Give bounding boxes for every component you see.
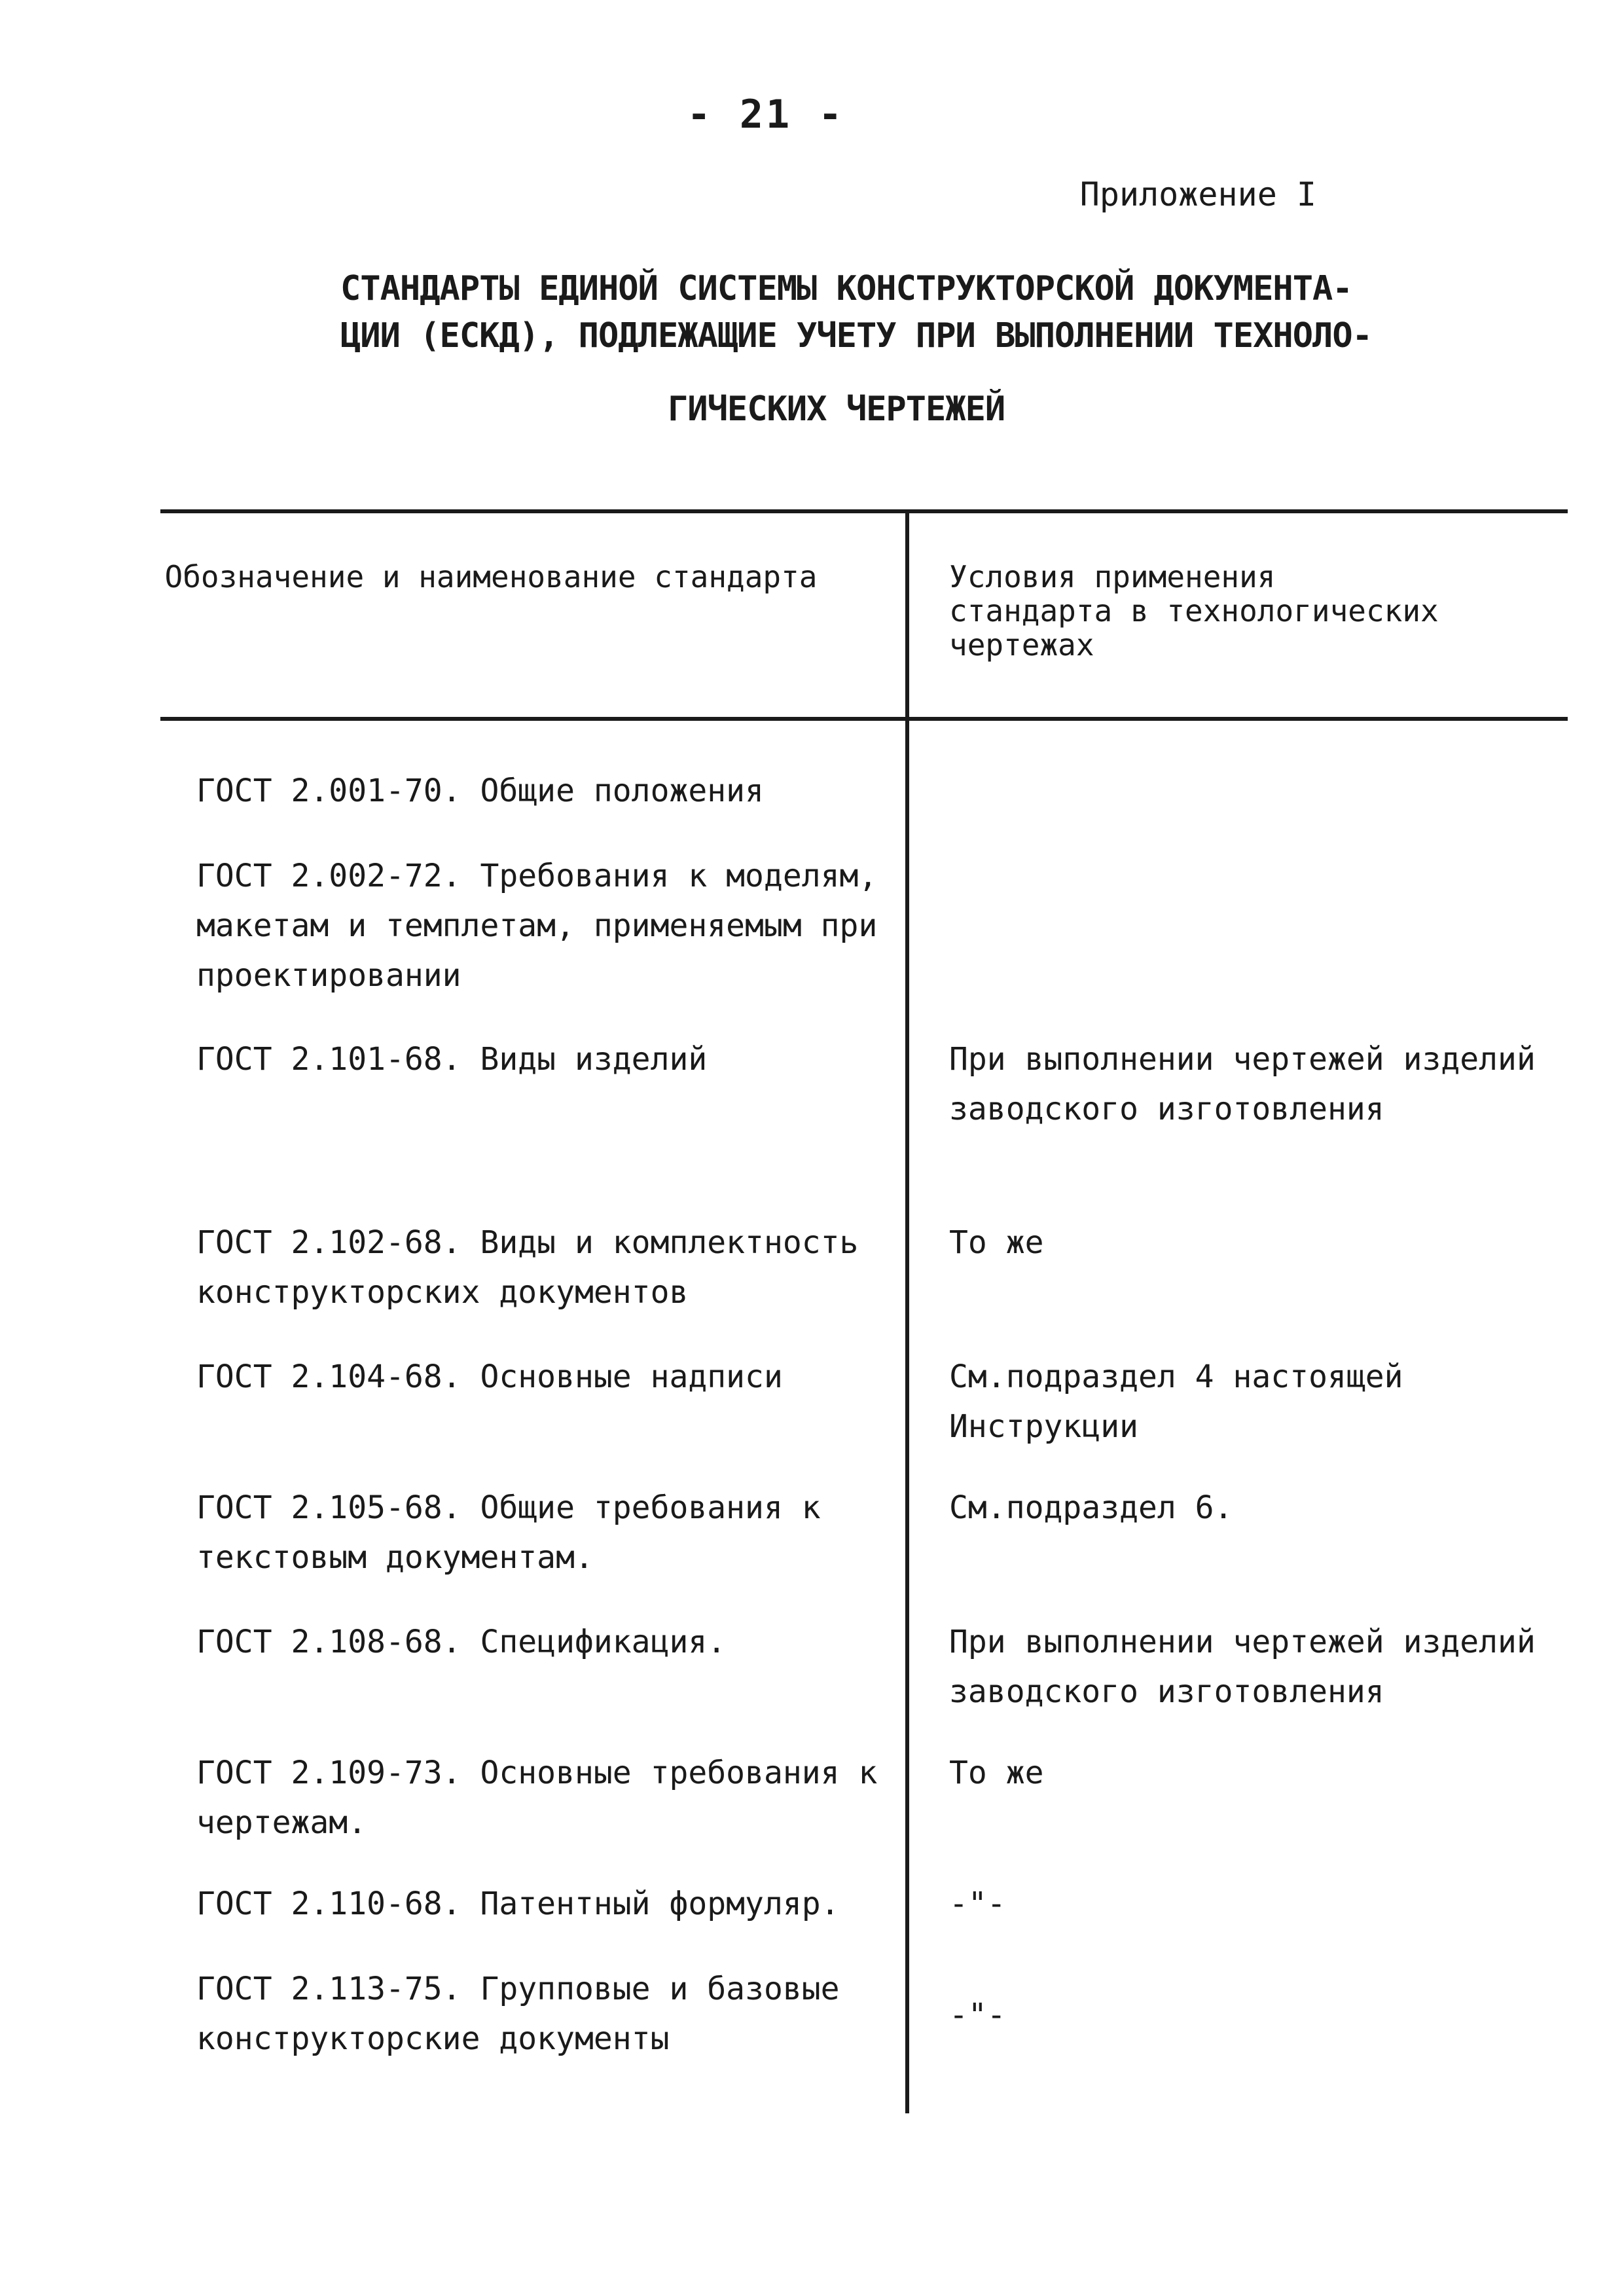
document-title [340,265,1453,433]
table-row-4-condition: См.подраздел 4 настоящей Инструкции [949,1358,1403,1445]
table-row-2-condition: При выполнении чертежей изделий заводского изготовления [949,1041,1536,1127]
table-row-1-standard: ГОСТ 2.002-72. Требования к моделям, макетам и темплетам, применяемым при проектировании [196,858,878,994]
title-line-1: СТАНДАРТЫ ЕДИНОЙ СИСТЕМЫ КОНСТРУКТОРСКОЙ ДОКУМЕНТА- [340,269,1352,308]
table-row-2-standard: ГОСТ 2.101-68. Виды изделий [196,1041,708,1078]
table-row-3-standard: ГОСТ 2.102-68. Виды и комплектность конструкторских документов [196,1224,859,1311]
table-row-5-standard: ГОСТ 2.105-68. Общие требования к текстовым документам. [196,1489,821,1576]
table-top-rule [160,509,1568,513]
appendix-label: Приложение I [1079,175,1316,213]
table-row-3-condition: То же [949,1224,1044,1261]
table-column-divider [905,509,909,2113]
table-row-9-condition: -"- [949,1997,1006,2033]
table-row-0-standard: ГОСТ 2.001-70. Общие положения [196,773,764,809]
page-number: - 21 - [687,92,845,137]
table-header-rule [160,717,1568,721]
table-row-5-condition: См.подраздел 6. [949,1489,1233,1526]
title-line-3: ГИЧЕСКИХ ЧЕРТЕЖЕЙ [668,390,1005,429]
table-row-7-standard: ГОСТ 2.109-73. Основные требования к чертежам. [196,1755,878,1841]
table-header-designation: Обозначение и наименование стандарта [164,559,818,594]
title-line-2: ЦИИ (ЕСКД), ПОДЛЕЖАЩИЕ УЧЕТУ ПРИ ВЫПОЛНЕНИИ ТЕХНОЛО- [340,316,1372,355]
table-row-8-standard: ГОСТ 2.110-68. Патентный формуляр. [196,1886,840,1922]
table-header-conditions: Условия применения стандарта в технологических чертежах [949,559,1439,663]
table-row-7-condition: То же [949,1755,1044,1791]
table-row-9-standard: ГОСТ 2.113-75. Групповые и базовые конструкторские документы [196,1971,840,2057]
table-row-6-standard: ГОСТ 2.108-68. Спецификация. [196,1624,727,1660]
table-row-4-standard: ГОСТ 2.104-68. Основные надписи [196,1358,783,1395]
table-row-8-condition: -"- [949,1886,1006,1922]
table-row-6-condition: При выполнении чертежей изделий заводского изготовления [949,1624,1536,1710]
